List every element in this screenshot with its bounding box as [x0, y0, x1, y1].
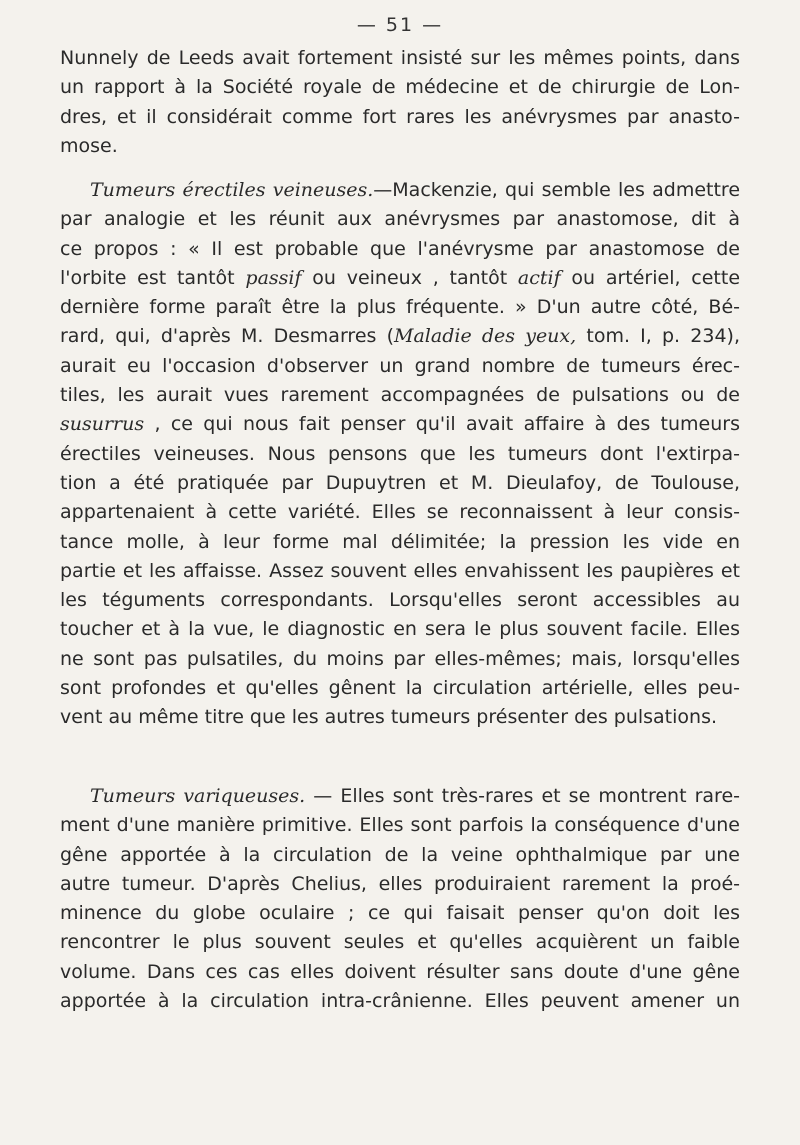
text-line: sont profondes et qu'elles gênent la circulation artérielle, elles peu- — [60, 677, 740, 700]
text-line: aurait eu l'occasion d'observer un grand nombre de tumeurs érec- — [60, 354, 740, 377]
text-line: volume. Dans ces cas elles doivent résulter sans doute d'une gêne — [60, 960, 740, 983]
text-line: gêne apportée à la circulation de la veine ophthalmique par une — [60, 843, 740, 866]
paragraph-tumeurs-erectiles — [60, 176, 740, 733]
text-line: Tumeurs érectiles veineuses.—Mackenzie, qui semble les admettre — [90, 179, 741, 201]
text-line: minence du globe oculaire ; ce qui faisait penser qu'on doit les — [60, 902, 740, 925]
italic-title-maladie-des-yeux: Maladie des yeux, — [394, 325, 577, 348]
text-line: par analogie et les réunit aux anévrysmes par anastomose, dit à — [60, 208, 740, 231]
text-line: partie et les affaisse. Assez souvent elles envahissent les paupières et — [60, 559, 740, 582]
text-line: tiles, les aurait vues rarement accompagnées de pulsations ou de — [60, 384, 740, 407]
text-line: rencontrer le plus souvent seules et qu'elles acquièrent un faible — [60, 931, 740, 954]
italic-term-susurrus: susurrus — [60, 413, 145, 436]
text-line: dres, et il considérait comme fort rares les anévrysmes par anasto- — [60, 105, 740, 128]
paragraph-tumeurs-variqueuses — [60, 782, 740, 1016]
text-line: susurrus , ce qui nous fait penser qu'il avait affaire à des tumeurs — [60, 413, 740, 436]
text-line: appartenaient à cette variété. Elles se reconnaissent à leur consis- — [60, 501, 740, 524]
text-line: apportée à la circulation intra-crânienne. Elles peuvent amener un — [60, 990, 740, 1013]
section-heading-variqueuses: Tumeurs variqueuses. — [90, 785, 306, 807]
text-line: mose. — [60, 134, 118, 157]
text-line: l'orbite est tantôt passif ou veineux , tantôt actif ou artériel, cette — [60, 266, 741, 289]
text-line: un rapport à la Société royale de médecine et de chirurgie de Lon- — [60, 76, 740, 99]
page-number: — 51 — — [356, 14, 444, 36]
text-line: toucher et à la vue, le diagnostic en sera le plus souvent facile. Elles — [60, 618, 740, 641]
section-heading-erectiles: Tumeurs érectiles veineuses. — [90, 179, 374, 201]
italic-term-actif: actif — [517, 266, 561, 289]
italic-term-passif: passif — [245, 266, 302, 289]
book-page — [60, 0, 740, 1145]
text-line: Tumeurs variqueuses. — Elles sont très-rares et se montrent rare- — [90, 785, 740, 807]
text-line: les téguments correspondants. Lorsqu'elles seront accessibles au — [60, 589, 740, 612]
text-line: tion a été pratiquée par Dupuytren et M. Dieulafoy, de Toulouse, — [60, 471, 740, 494]
text-line: ne sont pas pulsatiles, du moins par elles-mêmes; mais, lorsqu'elles — [60, 647, 740, 670]
text-line: vent au même titre que les autres tumeurs présenter des pulsations. — [60, 706, 718, 729]
text-line: Nunnely de Leeds avait fortement insisté sur les mêmes points, dans — [60, 47, 740, 69]
paragraph-nunnely — [60, 44, 740, 161]
text-line: érectiles veineuses. Nous pensons que les tumeurs dont l'extirpa- — [60, 442, 740, 465]
text-line: tance molle, à leur forme mal délimitée; la pression les vide en — [60, 530, 740, 553]
text-line: ce propos : « Il est probable que l'anévrysme par anastomose de — [60, 237, 740, 260]
text-line: ment d'une manière primitive. Elles sont parfois la conséquence d'une — [60, 814, 740, 837]
text-line: autre tumeur. D'après Chelius, elles produiraient rarement la proé- — [60, 872, 740, 895]
text-line: rard, qui, d'après M. Desmarres (Maladie des yeux, tom. I, p. 234), — [60, 325, 740, 348]
text-line: dernière forme paraît être la plus fréquente. » D'un autre côté, Bé- — [60, 296, 740, 319]
